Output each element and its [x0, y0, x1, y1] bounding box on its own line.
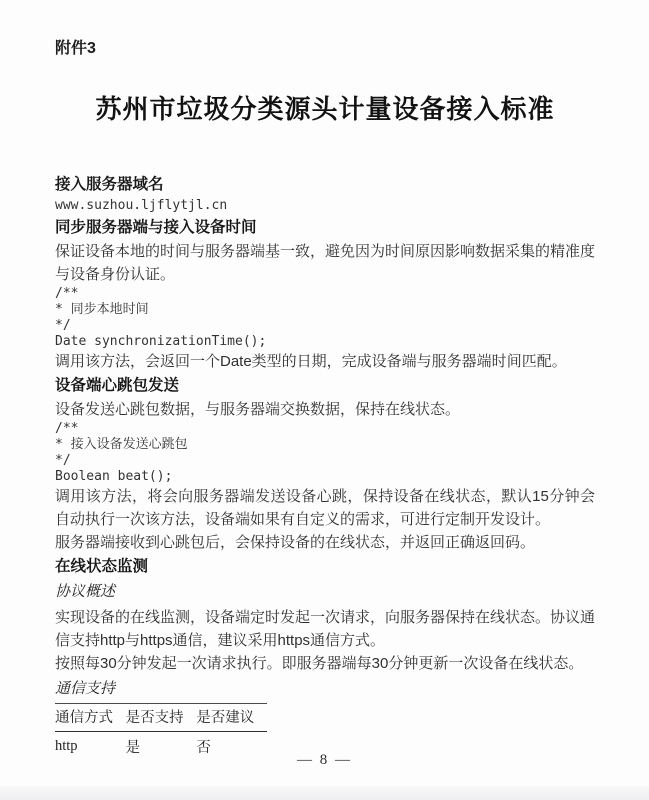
heading-heartbeat: 设备端心跳包发送 — [55, 377, 180, 394]
heartbeat-note-1: 调用该方法，将会向服务器端发送设备心跳，保持设备在线状态，默认15分钟会自动执行一次该方法，设备端如果有自定义的需求，可进行定制开发设计。 — [55, 488, 595, 528]
time-sync-note: 调用该方法，会返回一个Date类型的日期，完成设备端与服务器端时间匹配。 — [55, 353, 567, 370]
label-protocol-overview: 协议概述 — [55, 583, 116, 600]
page-number: — 8 — — [297, 752, 352, 768]
table-header-comm-method: 通信方式 — [55, 704, 126, 732]
code-method-synchronization-time: Date synchronizationTime(); — [55, 334, 267, 349]
heading-time-sync: 同步服务器端与接入设备时间 — [55, 219, 257, 236]
server-domain-url: www.suzhou.ljflytjl.cn — [55, 198, 228, 213]
cell-supported-yes: 是 — [125, 740, 141, 756]
page-title: 苏州市垃圾分类源头计量设备接入标准 — [95, 94, 555, 124]
cell-recommended-no: 否 — [196, 740, 211, 756]
document-body — [55, 174, 595, 759]
table-header-supported: 是否支持 — [126, 704, 197, 732]
cell-comm-method-http: http — [55, 738, 78, 754]
heartbeat-note-2: 服务器端接收到心跳包后，会保持设备的在线状态，并返回正确返回码。 — [55, 534, 536, 551]
code-comment-close-2: */ — [55, 453, 71, 468]
protocol-description: 实现设备的在线监测，设备端定时发起一次请求，向服务器保持在线状态。协议通信支持http与https通信，建议采用https通信方式。 — [55, 609, 596, 649]
communication-support-table — [55, 703, 267, 759]
heading-server-domain: 接入服务器域名 — [55, 176, 164, 193]
label-comm-support: 通信支持 — [55, 680, 116, 697]
code-method-beat: Boolean beat(); — [55, 469, 173, 484]
heartbeat-description: 设备发送心跳包数据，与服务器端交换数据，保持在线状态。 — [55, 401, 461, 418]
table-header-recommended: 是否建议 — [196, 704, 267, 732]
interval-description: 按照每30分钟发起一次请求执行。即服务器端每30分钟更新一次设备在线状态。 — [55, 655, 584, 672]
time-sync-description: 保证设备本地的时间与服务器端基一致，避免因为时间原因影响数据采集的精准度与设备身份认证。 — [55, 243, 596, 283]
code-comment-open: /** — [55, 286, 79, 301]
code-comment-send-heartbeat: * 接入设备发送心跳包 — [55, 437, 188, 452]
code-comment-close: */ — [55, 318, 71, 333]
code-comment-sync-local-time: * 同步本地时间 — [55, 302, 149, 317]
code-comment-open-2: /** — [55, 421, 79, 436]
table-header-row — [55, 704, 267, 732]
attachment-label: 附件3 — [55, 40, 96, 57]
page-bottom-edge — [0, 786, 649, 800]
heading-online-status: 在线状态监测 — [55, 558, 149, 575]
